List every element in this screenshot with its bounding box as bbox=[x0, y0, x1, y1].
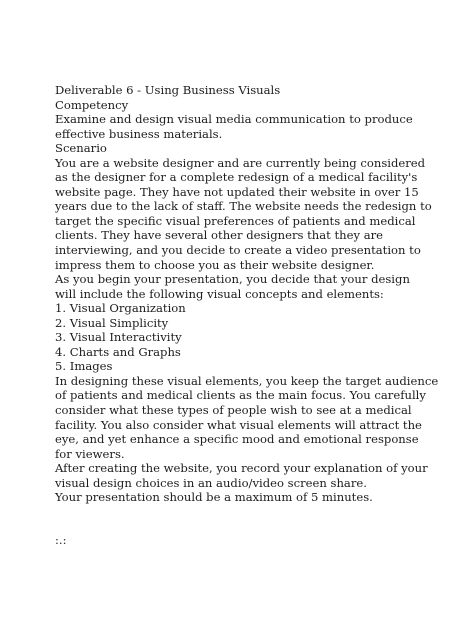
text-line: years due to the lack of staff. The website needs the redesign to bbox=[55, 199, 432, 214]
text-line: Examine and design visual media communication to produce bbox=[55, 112, 413, 127]
text-line: visual design choices in an audio/video screen share. bbox=[55, 475, 367, 490]
text-line: clients. They have several other designers that they are bbox=[55, 228, 384, 243]
text-line: As you begin your presentation, you decide that your design bbox=[55, 272, 410, 287]
text-line: effective business materials. bbox=[55, 126, 223, 141]
text-line: You are a website designer and are currently being considered bbox=[55, 155, 426, 170]
text-line: target the specific visual preferences of patients and medical bbox=[55, 213, 416, 228]
text-line: interviewing, and you decide to create a video presentation to bbox=[55, 243, 421, 258]
list-item: 5. Images bbox=[55, 359, 113, 374]
text-line: for viewers. bbox=[55, 446, 125, 461]
list-item: 4. Charts and Graphs bbox=[55, 344, 181, 359]
document-body bbox=[55, 83, 439, 505]
section-heading-competency: Competency bbox=[55, 97, 129, 112]
text-line: Your presentation should be a maximum of 5 minutes. bbox=[55, 490, 373, 505]
text-line: website page. They have not updated their website in over 15 bbox=[55, 184, 419, 199]
text-line: After creating the website, you record your explanation of your bbox=[55, 461, 428, 476]
text-line: impress them to choose you as their website designer. bbox=[55, 257, 375, 272]
section-heading-scenario: Scenario bbox=[55, 141, 107, 156]
text-line: consider what these types of people wish to see at a medical bbox=[55, 403, 412, 418]
document-title: Deliverable 6 - Using Business Visuals bbox=[55, 83, 281, 97]
page-footer-mark: :.: bbox=[55, 533, 67, 547]
text-line: will include the following visual concepts and elements: bbox=[55, 286, 384, 301]
text-line: facility. You also consider what visual elements will attract the bbox=[55, 417, 422, 432]
text-line: eye, and yet enhance a specific mood and emotional response bbox=[55, 432, 419, 447]
text-line: as the designer for a complete redesign of a medical facility's bbox=[55, 170, 418, 185]
text-line: In designing these visual elements, you keep the target audience bbox=[55, 373, 439, 388]
list-item: 1. Visual Organization bbox=[55, 301, 186, 316]
list-item: 2. Visual Simplicity bbox=[55, 315, 169, 330]
list-item: 3. Visual Interactivity bbox=[55, 330, 182, 345]
text-line: of patients and medical clients as the main focus. You carefully bbox=[55, 388, 426, 403]
